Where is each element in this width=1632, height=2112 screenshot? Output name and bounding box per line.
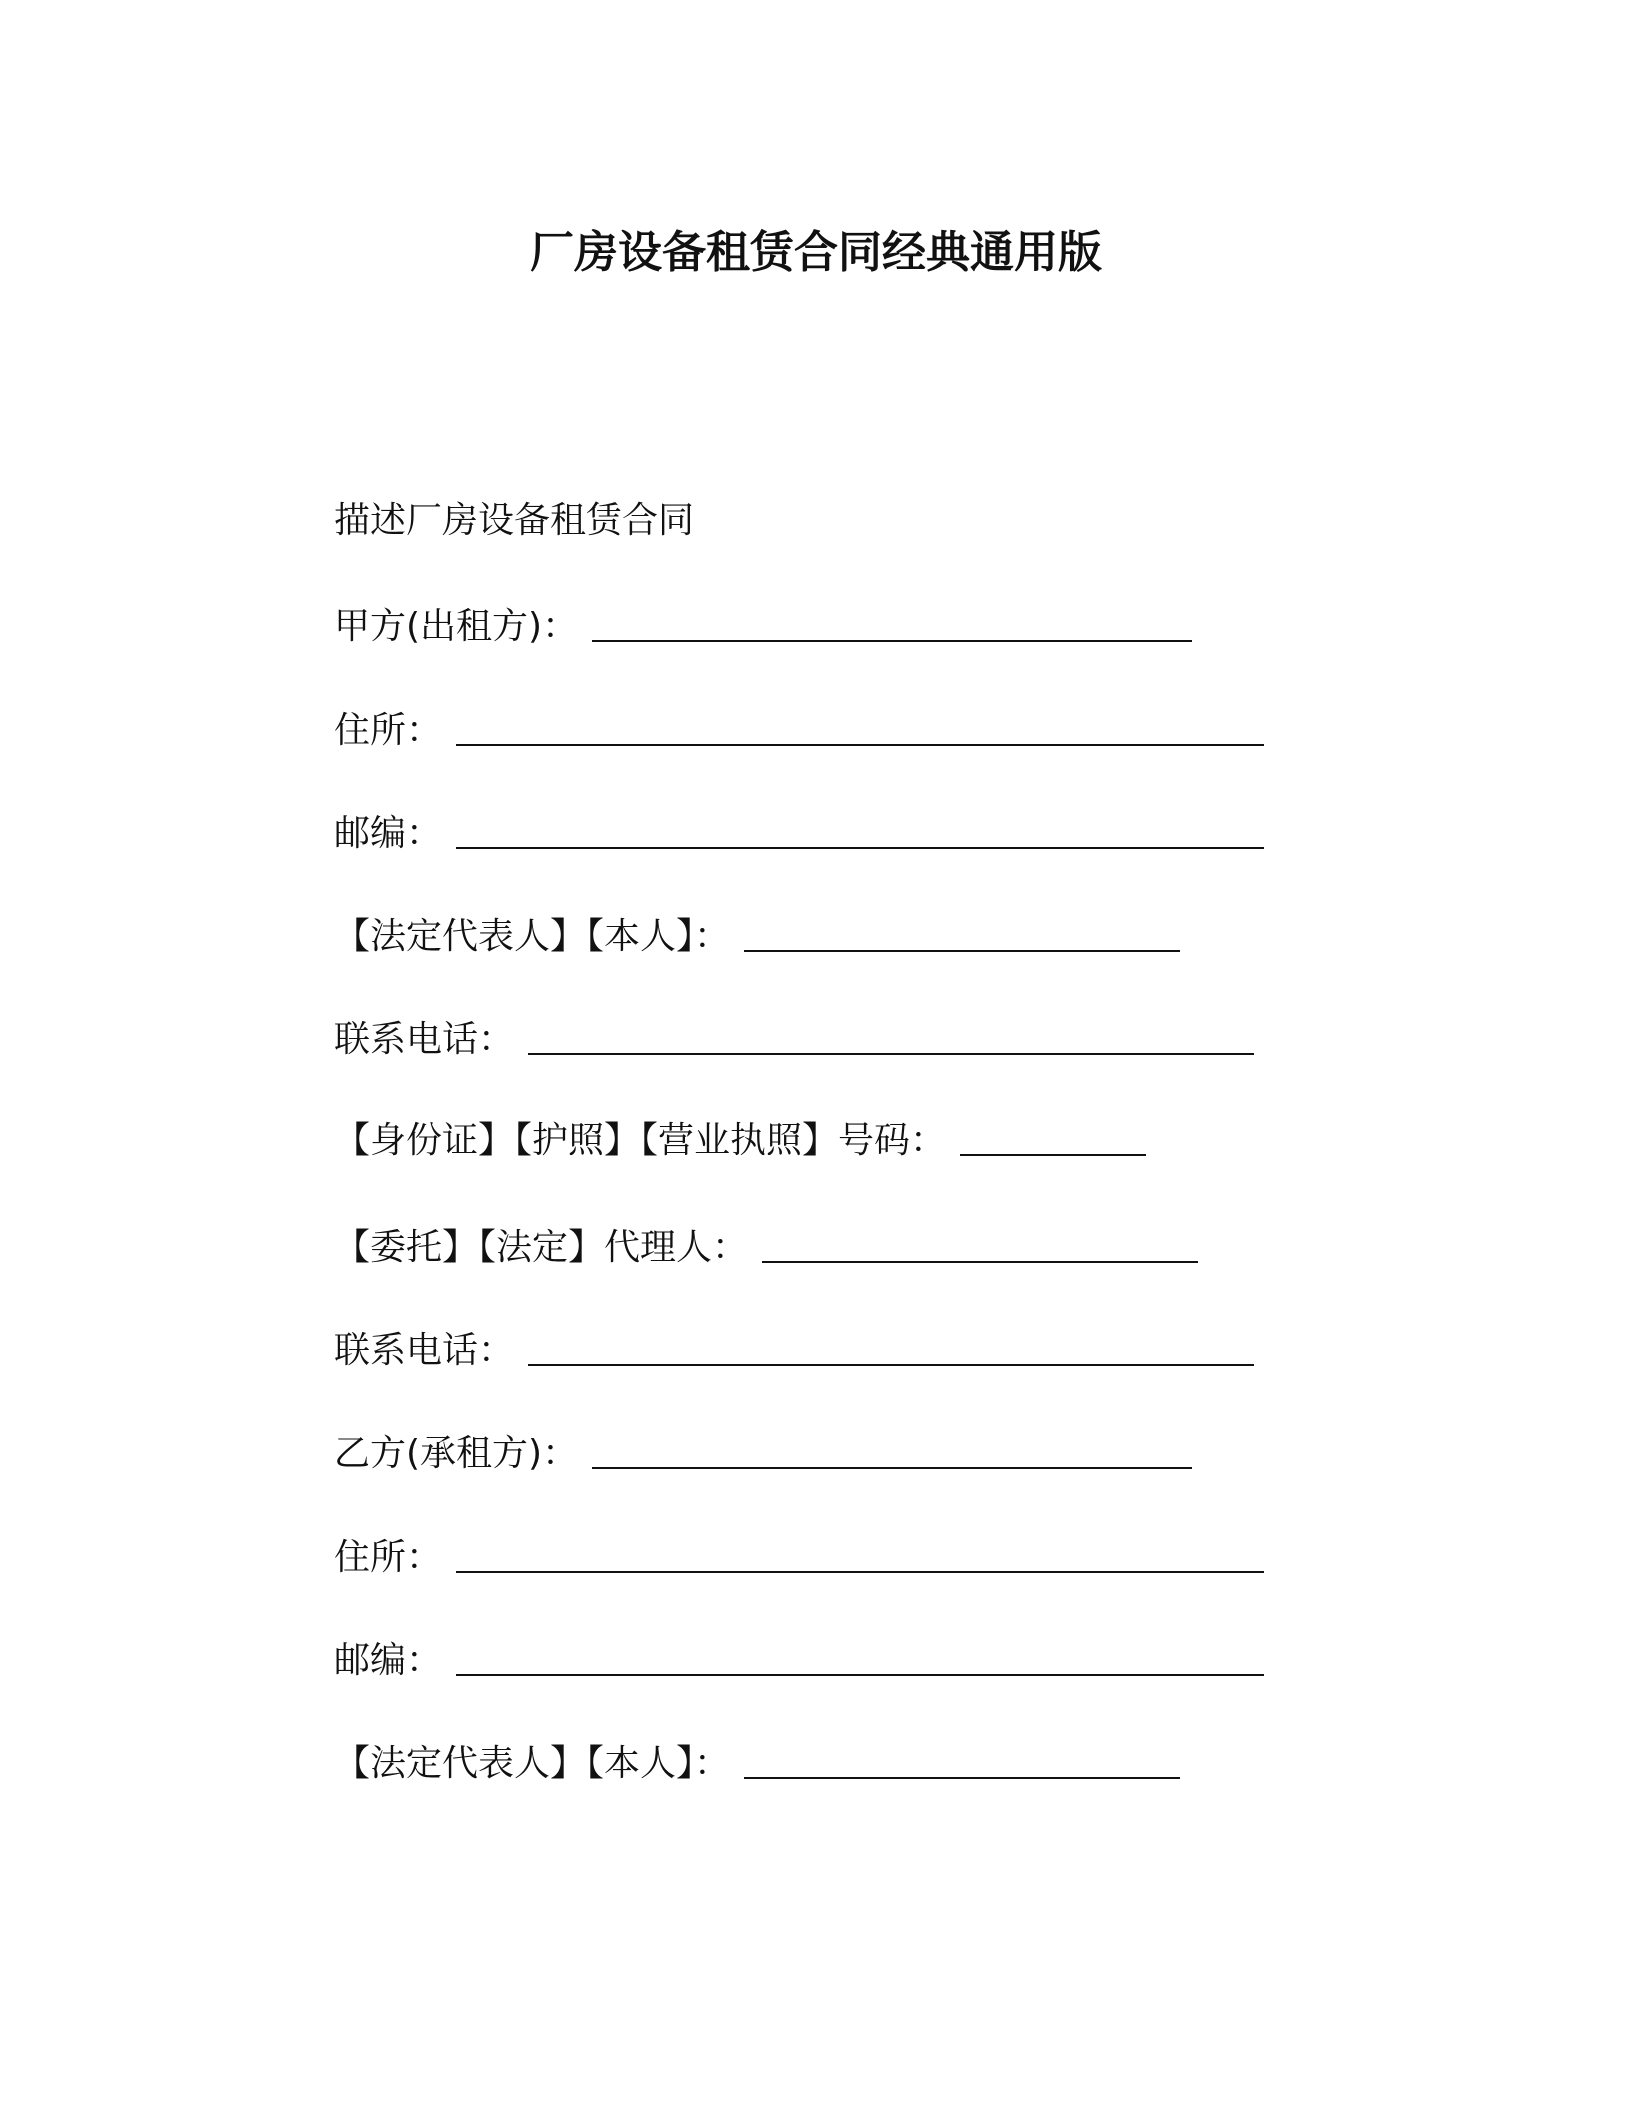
field-label: 【委托】【法定】代理人： bbox=[334, 1227, 749, 1268]
field-label: 邮编： bbox=[334, 813, 443, 854]
lessor-phone-field bbox=[334, 1017, 1254, 1063]
blank-line[interactable] bbox=[456, 1541, 1264, 1573]
blank-line[interactable] bbox=[592, 610, 1192, 642]
blank-line[interactable] bbox=[762, 1231, 1198, 1263]
lessor-postcode-field bbox=[334, 811, 1264, 857]
blank-line[interactable] bbox=[456, 714, 1264, 746]
field-label: 住所： bbox=[334, 1537, 443, 1578]
blank-line[interactable] bbox=[528, 1023, 1254, 1055]
blank-line[interactable] bbox=[960, 1124, 1146, 1156]
lessor-agent-field bbox=[334, 1225, 1198, 1271]
field-label: 住所： bbox=[334, 710, 443, 751]
blank-line[interactable] bbox=[744, 920, 1180, 952]
field-label: 【法定代表人】【本人】： bbox=[334, 916, 731, 957]
blank-line[interactable] bbox=[456, 817, 1264, 849]
intro-line: 描述厂房设备租赁合同 bbox=[334, 500, 695, 541]
document-title: 厂房设备租赁合同经典通用版 bbox=[530, 227, 1102, 278]
lessee-representative-field bbox=[334, 1741, 1180, 1787]
lessee-name-field bbox=[334, 1431, 1192, 1477]
blank-line[interactable] bbox=[744, 1747, 1180, 1779]
lessor-representative-field bbox=[334, 914, 1180, 960]
blank-line[interactable] bbox=[592, 1437, 1192, 1469]
lessor-address-field bbox=[334, 708, 1264, 754]
field-label: 【身份证】【护照】【营业执照】号码： bbox=[334, 1120, 947, 1161]
blank-line[interactable] bbox=[456, 1644, 1264, 1676]
lessor-id-number-field bbox=[334, 1118, 1146, 1164]
field-label: 【法定代表人】【本人】： bbox=[334, 1743, 731, 1784]
field-label: 甲方(出租方)： bbox=[334, 606, 579, 647]
blank-line[interactable] bbox=[528, 1334, 1254, 1366]
lessor-agent-phone-field bbox=[334, 1328, 1254, 1374]
field-label: 邮编： bbox=[334, 1640, 443, 1681]
field-label: 联系电话： bbox=[334, 1330, 515, 1371]
lessor-name-field bbox=[334, 604, 1192, 650]
field-label: 乙方(承租方)： bbox=[334, 1433, 579, 1474]
lessee-postcode-field bbox=[334, 1638, 1264, 1684]
lessee-address-field bbox=[334, 1535, 1264, 1581]
field-label: 联系电话： bbox=[334, 1019, 515, 1060]
